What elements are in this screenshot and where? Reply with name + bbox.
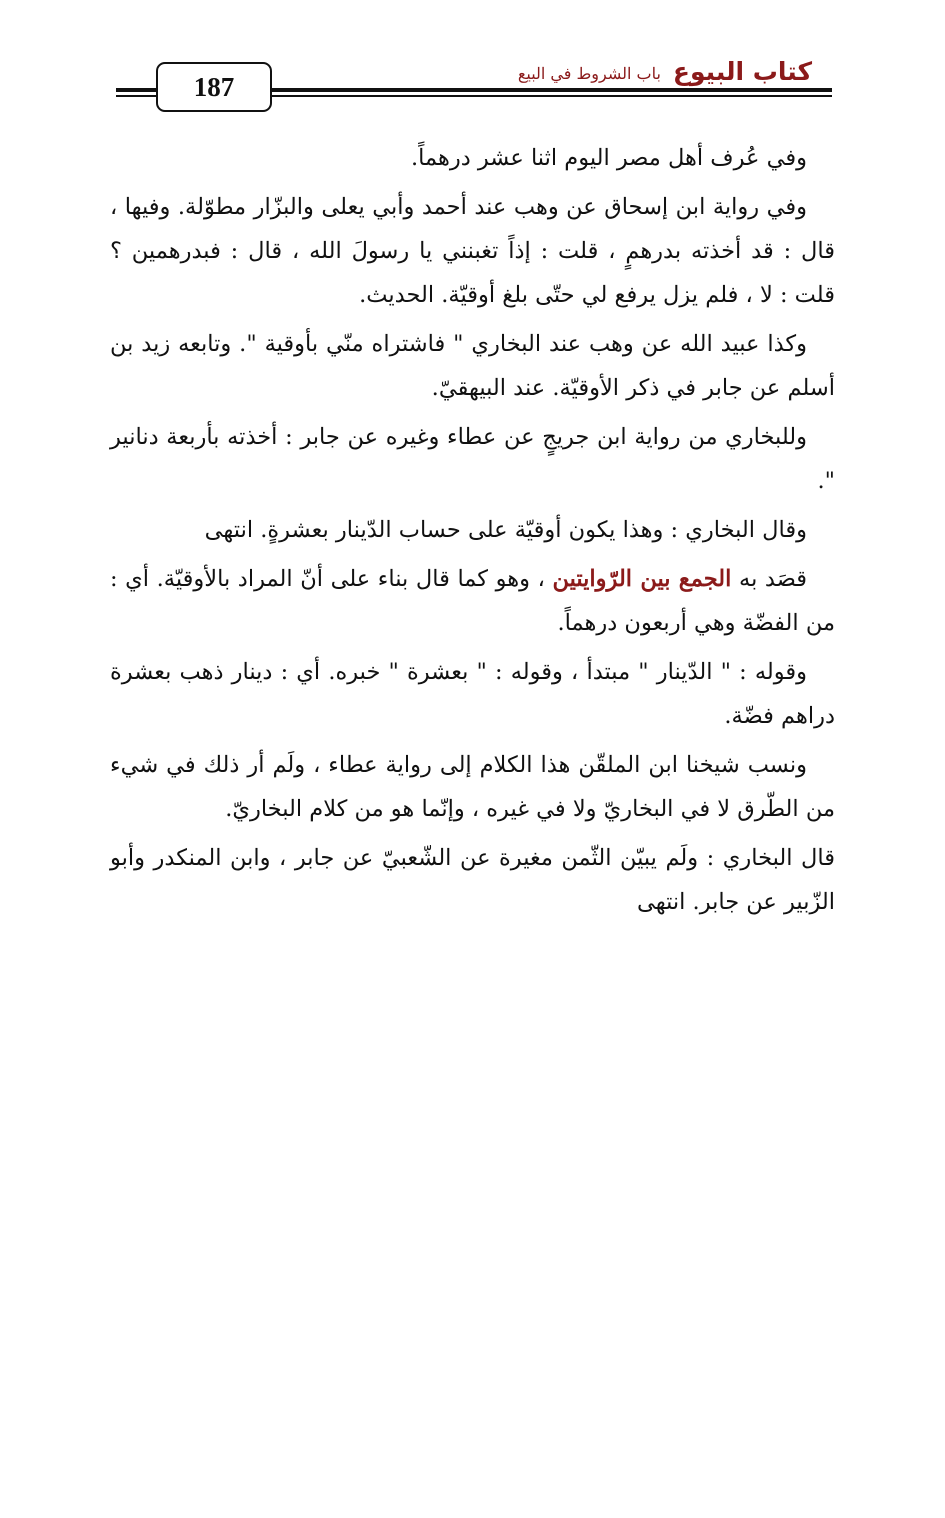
paragraph: وقال البخاري : وهذا يكون أوقيّة على حساب الدّينار بعشرةٍ. انتهى [204,517,807,543]
highlighted-phrase: الجمع بين الرّوايتين [552,566,732,592]
page-body [110,136,835,929]
paragraph: وكذا عبيد الله عن وهب عند البخاري " فاشتراه منّي بأوقية ". وتابعه زيد بن أسلم عن جابر في ذكر الأوقيّة. عند البيهقيّ. [110,331,835,401]
paragraph: ونسب شيخنا ابن الملقّن هذا الكلام إلى رواية عطاء ، ولَم أر ذلك في شيء من الطّرق لا في البخاريّ ولا في غيره ، وإنّما هو من كلام البخاريّ. [110,752,835,822]
book-title: كتاب البيوع [672,57,812,86]
running-titles [518,50,812,86]
page-number-box [156,62,272,112]
page-header [116,50,832,112]
page-number: 187 [193,71,235,102]
paragraph: قال البخاري : ولَم يبيّن الثّمن مغيرة عن الشّعبيّ عن جابر ، وابن المنكدر وأبو الزّبير عن جابر. انتهى [110,845,835,915]
paragraph-with-highlight [110,557,835,645]
paragraph: وفي رواية ابن إسحاق عن وهب عند أحمد وأبي يعلى والبزّار مطوّلة. وفيها ، قال : قد أخذته بدرهمٍ ، قلت : إذاً تغبنني يا رسولَ الله ، قال : فبدرهمين ؟ قلت : لا ، فلم يزل يرفع لي حتّى بلغ أوقيّة. الحديث. [110,194,835,308]
chapter-title: باب الشروط في البيع [517,64,661,83]
paragraph: وقوله : " الدّينار " مبتدأ ، وقوله : " بعشرة " خبره. أي : دينار ذهب بعشرة دراهم فضّة. [110,659,835,729]
paragraph-text: ، وهو كما قال بناء على أنّ المراد بالأوقيّة. أي : من الفضّة وهي أربعون درهماً. [110,566,835,636]
paragraph-text: قصَد به [731,566,808,592]
paragraph: وللبخاري من رواية ابن جريجٍ عن عطاء وغيره عن جابر : أخذته بأربعة دنانير ". [110,424,835,494]
paragraph: وفي عُرف أهل مصر اليوم اثنا عشر درهماً. [410,145,807,171]
